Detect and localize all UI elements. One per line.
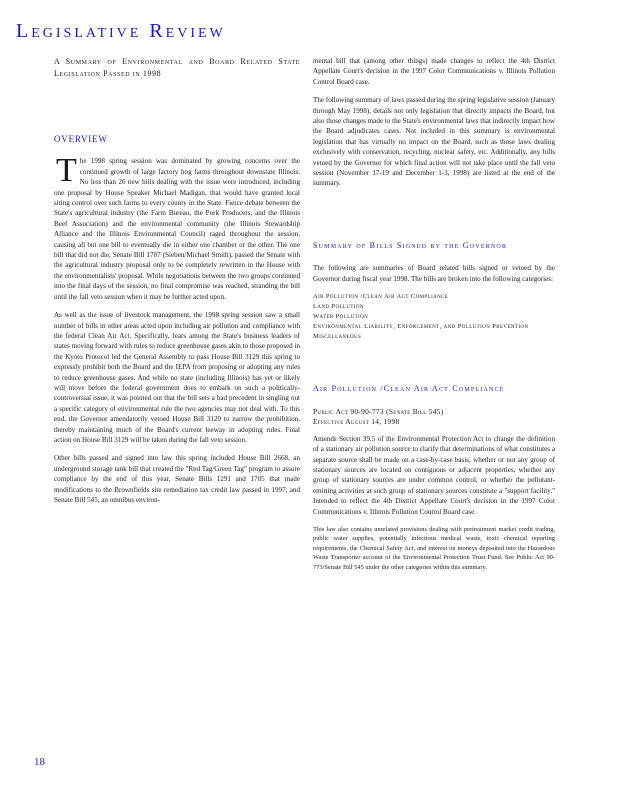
masthead-title: Legislative Review: [16, 20, 226, 42]
bill-effective-date: Effective August 14, 1998: [313, 417, 400, 427]
bills-signed-heading: Summary of Bills Signed by the Governor: [313, 240, 508, 250]
bill-heading: [313, 407, 555, 428]
category-item: Water Pollution: [313, 313, 369, 321]
page-number: 18: [34, 756, 45, 768]
category-item: Miscellaneous: [313, 333, 362, 341]
categories-intro-paragraph: The following are summaries of Board related bills signed or vetoed by the Governor during fiscal year 1998. The bills are broken into the following categories:: [313, 264, 555, 283]
bill-title: Public Act 90-90-773 (Senate Bill 545): [313, 406, 444, 416]
continued-paragraph: mental bill that (among other things) made changes to reflect the 4th District Appellate Court's decision in the 1997 Color Communications v. Illinois Pollution Control Board case.: [313, 57, 555, 86]
category-list: [313, 292, 555, 342]
air-pollution-heading: Air Pollution /Clean Air Act Compliance: [313, 384, 505, 394]
overview-paragraph-2: As well as the issue of livestock management, the 1998 spring session saw a small number of bills in other areas acted upon including air pollution and compliance with the federal Clean Air Act. Specifically, fears among the State's business leaders of states moving forward with rules to reduce greenhouse gases akin to those proposed in the Kyoto Protocol led the General Assembly to pass House Bill 3129 this spring to expressly prohibit both the Board and the IEPA from proposing or adopting any rules to reduce greenhouse gases. And while no state (including Illinois) has yet or likely will move before the federal government does to embark on such a politically-controversial issue, it was pointed out that the bill sets a bad precedent in singling out a specific category of environmental rule the two agencies may not deal with. To this end, the Governor amendatorily vetoed House Bill 3129 to narrow the prohibition, thereby maintaining much of the Board's current leeway in adopting rules. Final action on House Bill 3129 will be taken during the fall veto session.: [54, 311, 300, 444]
category-item: Land Pollution: [313, 303, 364, 311]
category-item: Environmental Liability, Enforcement, and Pollution Prevention: [313, 323, 529, 331]
drop-cap: T: [56, 152, 77, 190]
overview-heading: OVERVIEW: [54, 134, 108, 144]
bill-additional-provisions: This law also contains unrelated provisions dealing with pretreatment market credit trading, public water supplies, potentially infectious medical waste, toxic chemical reporting requirements, the Chemical Safety Act, and interest on moneys deposited into the Hazardous Waste Transporter account of the Environmental Protection Trust Fund. See Public Act 90-773/Senate Bill 545 under the other categories within this summary.: [313, 525, 555, 571]
left-column: [54, 56, 300, 513]
bill-summary-paragraph: Amends Section 39.5 of the Environmental Protection Act to change the definition of a stationary air pollution source to clarify that determinations of what constitutes a separate source shall be made on a case-by-case basis, whether or not any group of stationary sources are located on contiguous or adjacent properties, whether any group of stationary sources are under common control, or whether the pollutant-emitting activities at such group of stationary sources constitute a "support facility." Intended to reflect the 4th District Appellate Court's decision in the 1997 Color Communications v. Illinois Pollution Control Board case.: [313, 434, 555, 516]
right-column: [313, 56, 555, 580]
overview-paragraph-3: Other bills passed and signed into law this spring included House Bill 2668, an underground storage tank bill that created the "Red Tag/Green Tag" program to assure compliance by the end of this year, Senate Bills 1291 and 1705 that made modifications to the Brownfields site remediation tax credit law passed in 1997, and Senate Bill 545, an omnibus environ-: [54, 454, 300, 504]
category-item: Air Pollution /Clean Air Act Compliance: [313, 293, 449, 301]
summary-intro-paragraph: The following summary of laws passed during the spring legislative session (January through May 1998), details not only legislation that directly impacts the Board, but also those changes made to the State's environmental laws that indirectly impact how the Board adjudicates cases. Not included in this summary is environmental legislation that has virtually no impact on the Board, such as those laws dealing exclusively with conservation, recycling, nuclear safety, etc. Additionally, any bills vetoed by the Governor for which final action will not take place until the fall veto session (November 17-19 and December 1-3, 1998) are listed at the end of the summary.: [313, 96, 555, 188]
overview-paragraph-1: [54, 152, 300, 302]
article-subtitle: A Summary of Environmental and Board Related State Legislation Passed in 1998: [54, 57, 300, 78]
overview-paragraph-1-text: he 1998 spring session was dominated by growing concerns over the continued growth of large factory hog farms throughout downstate Illinois. No less than 26 new bills dealing with the issue were introduced, including one proposal by House Speaker Michael Madigan, that would have granted local siting control over such farms to every county in the State. Fierce debate between the State's agricultural industry (the Farm Bureau, the Pork Producers, and the Illinois Beef Association) and the environmental community (the Illinois Stewardship Alliance and the Illinois Environmental Council) raged throughout the session, causing all but one bill to eventually die in either one chamber or the other. The one bill that did not die, Senate Bill 1707 (Sieben/Michael Smith), passed the Senate with the agricultural industry proposal only to be completely rewritten in the House with the environmentalists' proposal. While negotiations between the two groups continued into the final days of the session, no final compromise was reached, stranding the bill until the fall veto session when it may be further acted upon.: [54, 157, 300, 301]
